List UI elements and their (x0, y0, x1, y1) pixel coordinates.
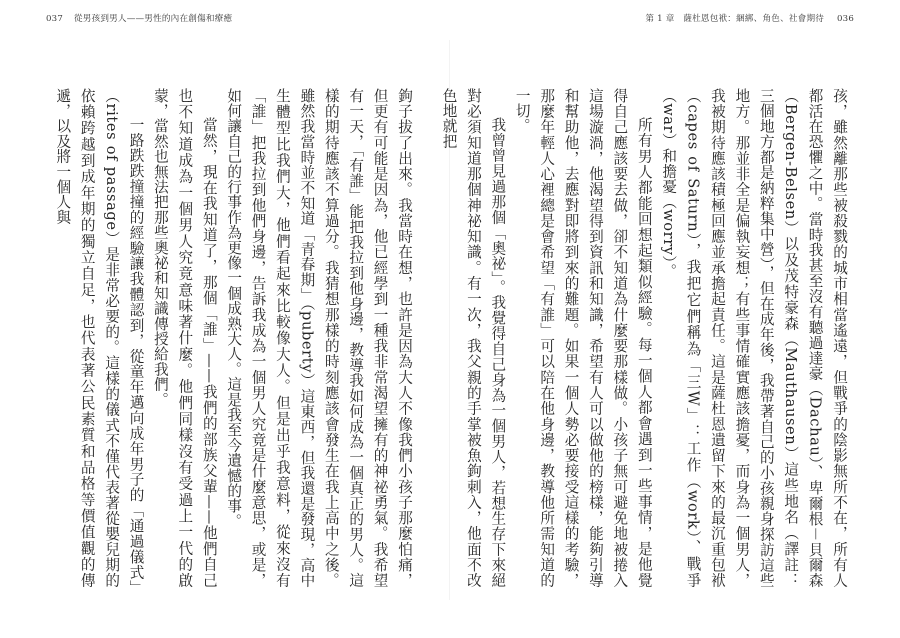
paragraph: 一路跌跌撞撞的經驗讓我體認到，從童年邁向成年男子的「通過儀式」（rites of passage）是非常必要的。這樣的儀式不僅代表著從嬰兒期的依賴跨越到成年期的獨立自足，也代表著公民素質和品格等價值觀的傳遞，以及將一個人與 (54, 88, 145, 588)
right-page-body (440, 88, 851, 588)
paragraph: 我曾曾見過那個「奧祕」。我覺得自己身為一個男人，若想生存下來絕對必須知道那個神祕知識。有一次，我父親的手掌被魚鉤刺入，他面不改色地就把 (440, 88, 507, 588)
right-page-header (635, 12, 854, 24)
paragraph: 所有男人都能回想起類似經驗。每一個人都會遇到一些事情，是他覺得自己應該要去做，卻不知道為什麼要那樣做。小孩子無可避免地被捲入這場漩渦，他渴望得到資訊和知識，希望有人可以做他的榜樣，能夠引導和幫助他，去應對即將到來的難題。如果一個人勢必要接受這樣的考驗，那麼年輕人心裡總是會希望「有誰」可以陪在他身邊，教導他所需知道的一切。 (513, 88, 653, 588)
paragraph: 孩，雖然離那些被殺戮的城市相當遙遠，但戰爭的陰影無所不在，所有人都活在恐懼之中。當時我甚至沒有聽過達豪（Dachau）、卑爾根－貝爾森（Bergen-Belsen）以及茂特豪森（Mauthausen）這些地名（譯註：三個地方都是納粹集中營），但在成年後，我帶著自己的小孩親身探訪這些地方。那並非全是偏執妄想；有些事情確實應該擔憂，而身為一個男人，我被期待應該積極回應並承擔起責任。這是薩杜恩遺留下來的最沉重包袱（capes of Saturn），我把它們稱為「三W」：工作（work）、戰爭（war）和擔憂（worry）。 (660, 88, 848, 588)
left-page-number: 037 (46, 14, 64, 24)
left-page-body (54, 88, 416, 588)
paragraph: 當然，現在我知道了，那個「誰」——我們的部族父輩——他們自己也不知道成為一個男人究竟意味著什麼。他們同樣沒有受過上一代的啟蒙，當然也無法把那些奧祕和知識傳授給我們。 (151, 88, 218, 588)
paragraph: 鉤子拔了出來。我當時在想，也許是因為大人不像我們小孩子那麼怕痛，但更有可能是因為，他已經學到一種我非常渴望擁有的神祕勇氣。我希望有一天，「有誰」能把我拉到他身邊，教導我如何成為一個真正的男人。這樣的期待應該不算過分。我猜想那樣的時刻應該會發生在我上高中之後。雖然我當時並不知道「青春期」（puberty）這東西，但我還是發現，高中生體型比我們大，他們看起來比較像大人。但是出乎我意料，從來沒有「誰」把我拉到他們身邊，告訴我成為一個男人究竟是什麼意思，或是，如何讓自己的行事作為更像一個成熟大人。這是我至今遺憾的事。 (225, 88, 413, 588)
right-page-number: 036 (836, 14, 854, 24)
book-title: 從男孩到男人——男性的內在創傷和療癒 (73, 14, 233, 24)
left-page-header (46, 12, 240, 24)
chapter-title: 第 1 章 薩杜恩包袱：綑綁、角色、社會期待 (645, 14, 825, 24)
